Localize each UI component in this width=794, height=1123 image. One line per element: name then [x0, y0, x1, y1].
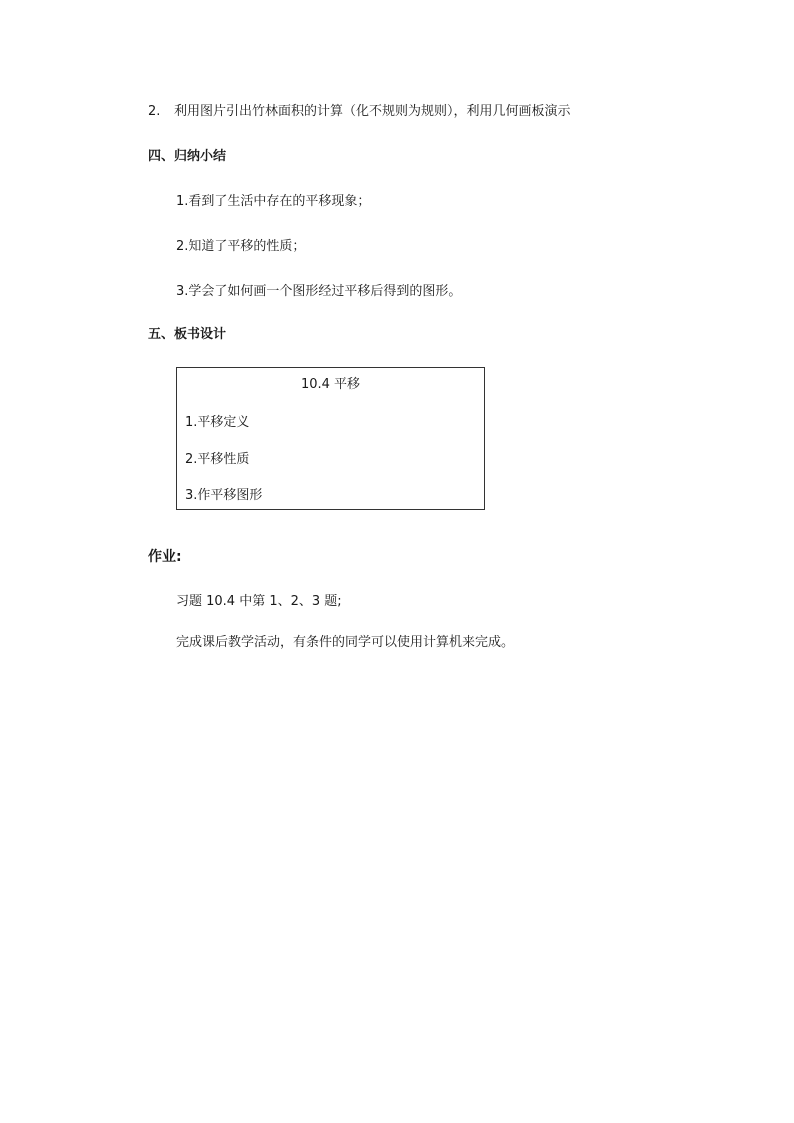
section-5-heading: 五、板书设计 — [148, 327, 227, 342]
board-title: 10.4 平移 — [300, 377, 361, 392]
board-item-3: 3.作平移图形 — [185, 488, 263, 503]
step-2-text: 利用图片引出竹林面积的计算（化不规则为规则），利用几何画板演示 — [174, 104, 571, 119]
summary-item-1: 1.看到了生活中存在的平移现象； — [176, 194, 371, 209]
blackboard-design-box — [176, 367, 485, 510]
homework-item-2: 完成课后教学活动，有条件的同学可以使用计算机来完成。 — [176, 635, 515, 650]
step-2-line — [148, 103, 571, 121]
homework-item-1: 习题 10.4 中第 1、2、3 题; — [176, 594, 342, 609]
summary-item-2: 2.知道了平移的性质； — [176, 239, 306, 254]
section-4-heading: 四、归纳小结 — [148, 149, 227, 164]
board-item-1: 1.平移定义 — [185, 415, 250, 430]
step-2-number: 2. — [148, 104, 161, 119]
board-item-2: 2.平移性质 — [185, 452, 250, 467]
homework-heading: 作业: — [148, 549, 182, 565]
summary-item-3: 3.学会了如何画一个图形经过平移后得到的图形。 — [176, 284, 462, 299]
